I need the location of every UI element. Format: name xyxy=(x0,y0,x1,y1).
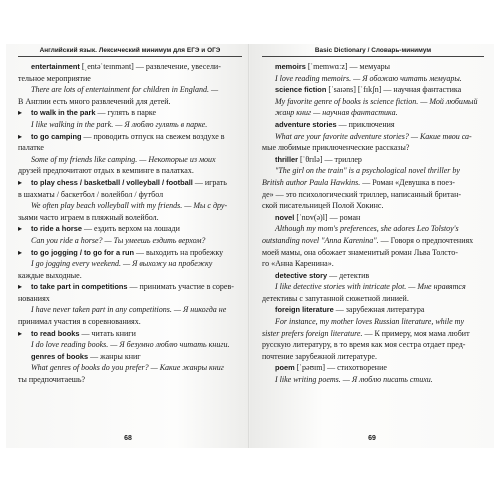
translation: — проводить отпуск на свежем воздухе в xyxy=(81,131,225,141)
continuation-line: друзей предпочитают отдых в кемпинге в палатках. xyxy=(18,166,194,176)
headword: entertainment xyxy=(31,62,80,71)
example-line: Some of my friends like camping. — Некоторые из моих xyxy=(31,154,216,164)
translation: [ˌentəˈteɪnmənt] — развлечение, увесели- xyxy=(79,62,221,71)
arrow-bullet-icon: ▸ xyxy=(18,224,23,234)
example-line: I love reading memoirs. — Я обожаю читать мемуары. xyxy=(275,73,462,83)
running-head-right: Basic Dictionary / Словарь-минимум xyxy=(262,44,484,57)
example-line: There are lots of entertainment for children in England. — xyxy=(31,85,219,95)
headword: memoirs xyxy=(275,62,306,71)
left-entries xyxy=(18,61,242,386)
continuation-line: зьями часто играем в пляжный волейбол. xyxy=(18,212,159,222)
headword: novel xyxy=(275,212,295,222)
continuation-line: палатке xyxy=(18,143,44,153)
dictionary-entry-line xyxy=(262,61,484,73)
headword: to walk in the park xyxy=(31,108,96,118)
translation: — ездить верхом на лошади xyxy=(81,224,180,234)
continuation-line: го «Анна Каренина». xyxy=(262,259,334,269)
example-line xyxy=(262,177,484,189)
translation: — читать книги xyxy=(79,328,136,338)
arrow-bullet-icon: ▸ xyxy=(18,247,23,257)
dictionary-entry-line xyxy=(18,351,242,363)
example-line: Although my mom's preferences, she adores Leo Tolstoy's xyxy=(275,224,459,234)
translation: [ˈnɒv(ə)l] — роман xyxy=(294,212,361,222)
continuation-line: детективы с запутанной сюжетной линией. xyxy=(262,293,409,303)
example-line xyxy=(262,328,484,340)
continuation-line: русскую литературу, в то время как моя сестра отдает пред- xyxy=(262,340,466,350)
dictionary-entry-line xyxy=(18,131,242,143)
translation: — детектив xyxy=(327,270,370,280)
right-entries xyxy=(262,61,484,386)
continuation-line: мые любимые приключенческие рассказы? xyxy=(262,143,410,153)
translation: [ˈθrɪlə] — триллер xyxy=(298,154,362,164)
continuation-line: в шахматы / баскетбол / волейбол / футбол xyxy=(18,189,164,199)
continuation-line: моей мамы, она обожает знаменитый роман Льва Толсто- xyxy=(262,247,458,257)
dictionary-entry-line xyxy=(18,223,242,235)
continuation-line: нованиях xyxy=(18,293,50,303)
page-number-right: 69 xyxy=(368,435,376,442)
translation: — зарубежная литература xyxy=(333,305,425,315)
dictionary-entry-line xyxy=(18,107,242,119)
dictionary-entry-line xyxy=(262,304,484,316)
translation: [ˈpəʊɪm] — стихотворение xyxy=(294,363,387,373)
headword: to play chess / basketball / volleyball / football xyxy=(31,177,193,187)
example-line: What are your favorite adventure stories? — Какие твои са- xyxy=(275,131,472,141)
headword: adventure stories xyxy=(275,119,337,129)
arrow-bullet-icon: ▸ xyxy=(18,328,23,338)
arrow-bullet-icon: ▸ xyxy=(18,177,23,187)
dictionary-entry-line xyxy=(18,177,242,189)
example-english: sister prefers foreign literature. xyxy=(262,328,363,338)
example-line: I go jogging every weekend. — Я выхожу на пробежку xyxy=(31,259,213,269)
example-line: I like detective stories with intricate plot. — Мне нравятся xyxy=(275,282,466,292)
dictionary-entry-line xyxy=(262,362,484,374)
example-line: I do love reading books. — Я безумно люблю читать книги. xyxy=(31,340,230,350)
example-line: I like writing poems. — Я люблю писать стихи. xyxy=(275,375,433,385)
example-line: What genres of books do you prefer? — Какие жанры книг xyxy=(31,363,224,373)
example-english: outstanding novel "Anna Karenina". xyxy=(262,235,379,245)
example-line: For instance, my mother loves Russian literature, while my xyxy=(275,317,465,327)
headword: science fiction xyxy=(275,85,327,95)
headword: thriller xyxy=(275,154,298,164)
example-line: "The girl on the train" is a psychological novel thriller by xyxy=(275,166,460,176)
example-line: We often play beach volleyball with my friends. — Мы с дру- xyxy=(31,201,228,211)
headword: genres of books xyxy=(31,351,89,361)
dictionary-entry-line xyxy=(262,270,484,282)
book-spread xyxy=(6,44,494,448)
headword: to go camping xyxy=(31,131,82,141)
translation: — приключения xyxy=(336,119,395,129)
translation: — выходить на пробежку xyxy=(134,247,224,257)
arrow-bullet-icon: ▸ xyxy=(18,131,23,141)
continuation-line: ской писательницей Полой Хокинс. xyxy=(262,201,384,211)
example-line: My favorite genre of books is science fiction. — Мой любимый жанр книг — научная фантастика. xyxy=(275,96,478,118)
headword: to take part in competitions xyxy=(31,282,128,292)
running-head-left: Английский язык. Лексический минимум для ЕГЭ и ОГЭ xyxy=(18,44,242,57)
dictionary-entry-line xyxy=(18,247,242,259)
headword: to ride a horse xyxy=(31,224,82,234)
continuation-line: В Англии есть много развлечений для детей. xyxy=(18,96,171,106)
right-page xyxy=(250,44,494,448)
headword: to go jogging / to go for a run xyxy=(31,247,135,257)
translation: — играть xyxy=(192,177,227,187)
continuation-line: каждые выходные. xyxy=(18,270,82,280)
dictionary-entry-line xyxy=(262,212,484,224)
continuation-line: принимал участия в соревнованиях. xyxy=(18,317,141,327)
example-translation: — Говоря о предпочтениях xyxy=(378,235,474,245)
example-line: I like walking in the park. — Я люблю гулять в парке. xyxy=(31,119,208,129)
continuation-line: де» — это психологический триллер, написанный британ- xyxy=(262,189,462,199)
continuation-line: тельное мероприятие xyxy=(18,73,91,83)
headword: detective story xyxy=(275,270,328,280)
headword: foreign literature xyxy=(275,305,334,315)
example-translation: — К примеру, моя мама любит xyxy=(362,328,470,338)
example-translation: — Роман «Девушка в поез- xyxy=(360,177,455,187)
translation: — принимать участие в сорев- xyxy=(127,282,234,292)
dictionary-entry-line xyxy=(18,328,242,340)
continuation-line: ты предпочитаешь? xyxy=(18,375,86,385)
dictionary-entry-line xyxy=(18,61,242,73)
translation: [ˈsaɪəns] [ˈfɪkʃn] — научная фантастика xyxy=(326,85,462,95)
dictionary-entry-line xyxy=(262,84,484,96)
headword: poem xyxy=(275,363,295,373)
dictionary-entry-line xyxy=(18,281,242,293)
arrow-bullet-icon: ▸ xyxy=(18,108,23,118)
example-line: I have never taken part in any competitions. — Я никогда не xyxy=(31,305,227,315)
arrow-bullet-icon: ▸ xyxy=(18,282,23,292)
example-english: British author Paula Hawkins. xyxy=(262,177,361,187)
translation: — жанры книг xyxy=(88,351,141,361)
headword: to read books xyxy=(31,328,80,338)
example-line xyxy=(262,235,484,247)
example-line: Can you ride a horse? — Ты умеешь ездить верхом? xyxy=(31,235,206,245)
translation: [ˈmemwɑːz] — мемуары xyxy=(305,62,391,71)
translation: — гулять в парке xyxy=(95,108,157,118)
left-page xyxy=(6,44,250,448)
continuation-line: почтение зарубежной литературе. xyxy=(262,351,377,361)
page-number-left: 68 xyxy=(124,435,132,442)
dictionary-entry-line xyxy=(262,119,484,131)
dictionary-entry-line xyxy=(262,154,484,166)
